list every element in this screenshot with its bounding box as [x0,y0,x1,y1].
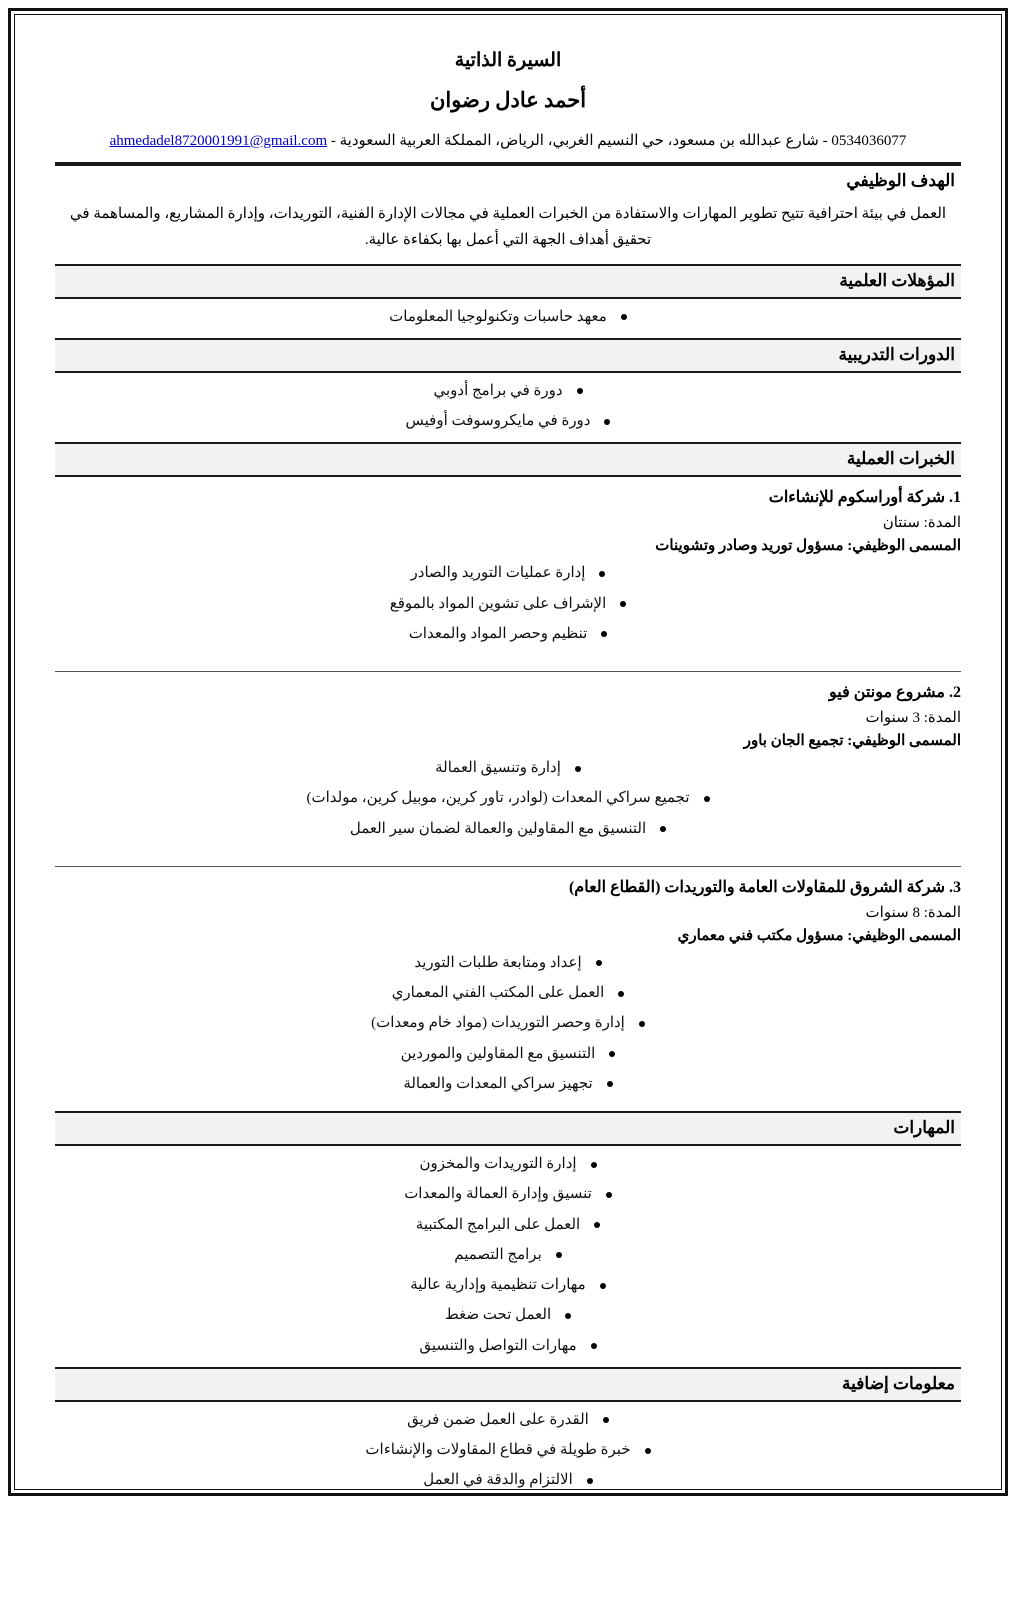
list-item [55,380,961,403]
list-item-label: تجميع سراكي المعدات (لوادر، تاور كرين، موبيل كرين، مولدات) [306,790,690,807]
bullet-icon [596,960,602,966]
list-item [55,952,961,975]
candidate-name: أحمد عادل رضوان [429,88,587,112]
page-title: السيرة الذاتية [454,50,562,71]
list-item-label: برامج التصميم [454,1246,542,1263]
job-duration: المدة: 3 سنوات [865,710,961,726]
list-item [55,1012,961,1035]
section-heading-experience: الخبرات العملية [55,442,961,477]
list-item-label: القدرة على العمل ضمن فريق [407,1411,589,1428]
bullet-icon [591,1343,597,1349]
list-item-label: دورة في برامج أدوبي [433,382,563,399]
list-item [55,1409,961,1432]
list-item-label: إدارة التوريدات والمخزون [419,1156,577,1172]
job-duration: المدة: 8 سنوات [865,904,961,921]
job-title: 3. شركة الشروق للمقاولات العامة والتوريدات (القطاع العام) [568,878,961,896]
list-item [55,623,961,646]
list-item [55,1469,961,1490]
experience-item-1 [55,487,961,661]
list-item [55,410,961,433]
job-tasks-list [55,757,961,841]
job-title: 2. مشروع مونتن فيو [829,684,961,701]
section-heading-courses: الدورات التدريبية [55,338,961,373]
job-role: المسمى الوظيفي: مسؤول مكتب فني معماري [677,927,961,944]
document-body [14,14,1002,1490]
bullet-icon [575,766,581,772]
bullet-icon [604,419,610,425]
list-item-label: مهارات تنظيمية وإدارية عالية [410,1277,586,1293]
bullet-icon [591,1162,597,1168]
list-item-label: العمل تحت ضغط [444,1307,552,1324]
list-item [55,787,961,810]
list-item-label: إعداد ومتابعة طلبات التوريد [414,954,582,971]
bullet-icon [577,388,583,394]
experience-item-3 [55,877,961,1111]
list-item-label: التنسيق مع المقاولين والعمالة لضمان سير العمل [349,820,647,837]
document-page [8,8,1008,1496]
list-item [55,1153,961,1176]
contact-phone: 0534036077 [831,133,907,149]
bullet-icon [599,571,605,577]
bullet-icon [587,1478,593,1484]
list-item-label: الإشراف على تشوين المواد بالموقع [389,595,607,612]
job-tasks-list [55,952,961,1096]
section-heading-additional: معلومات إضافية [55,1367,961,1402]
education-list [55,306,961,329]
list-item-label: خبرة طويلة في قطاع المقاولات والإنشاءات [365,1442,631,1458]
list-item-label: العمل على المكتب الفني المعماري [391,985,605,1001]
list-item [55,1183,961,1206]
divider [55,671,961,672]
list-item [55,1439,961,1462]
list-item [55,593,961,616]
list-item-label: تنسيق وإدارة العمالة والمعدات [404,1186,592,1203]
list-item [55,818,961,841]
list-item [55,1274,961,1297]
list-item [55,982,961,1005]
list-item [55,1244,961,1267]
contact-line [55,131,961,150]
section-heading-education: المؤهلات العلمية [55,264,961,299]
additional-list [55,1409,961,1490]
list-item [55,1073,961,1096]
bullet-icon [621,314,627,320]
list-item-label: معهد حاسبات وتكنولوجيا المعلومات [389,308,607,325]
bullet-icon [609,1051,615,1057]
list-item-label: التنسيق مع المقاولين والموردين [400,1045,596,1062]
section-heading-objective: الهدف الوظيفي [55,164,961,193]
objective-text: العمل في بيئة احترافية تتيح تطوير المهارات والاستفادة من الخبرات العملية في مجالات الإدارة الفنية، التوريدات، وإدارة المشاريع، والمساهمة في تحقيق أهداف الجهة التي أعمل بها بكفاءة عالية. [69,206,947,249]
bullet-icon [556,1252,562,1258]
contact-email-link[interactable]: ahmedadel8720001991@gmail.com [109,133,328,149]
bullet-icon [565,1313,571,1319]
courses-list [55,380,961,434]
job-tasks-list [55,562,961,646]
bullet-icon [704,796,710,802]
experience-item-2 [55,682,961,856]
job-duration: المدة: سنتان [882,515,961,532]
list-item [55,562,961,585]
list-item [55,1304,961,1327]
list-item-label: إدارة عمليات التوريد والصادر [410,565,586,582]
bullet-icon [660,826,666,832]
job-role: المسمى الوظيفي: تجميع الجان باور [743,733,961,749]
job-title: 1. شركة أوراسكوم للإنشاءات [768,489,961,507]
list-item-label: تنظيم وحصر المواد والمعدات [408,625,588,642]
list-item [55,1043,961,1066]
list-item-label: إدارة وحصر التوريدات (مواد خام ومعدات) [371,1015,625,1032]
bullet-icon [594,1222,600,1228]
job-role: المسمى الوظيفي: مسؤول توريد وصادر وتشوينات [655,538,961,555]
bullet-icon [618,991,624,997]
bullet-icon [606,1192,612,1198]
bullet-icon [639,1021,645,1027]
list-item-label: الالتزام والدقة في العمل [423,1472,573,1489]
bullet-icon [603,1417,609,1423]
list-item [55,757,961,780]
list-item-label: مهارات التواصل والتنسيق [419,1337,577,1354]
list-item [55,1214,961,1237]
list-item [55,306,961,329]
list-item-label: العمل على البرامج المكتبية [415,1216,581,1233]
divider [55,866,961,867]
bullet-icon [607,1081,613,1087]
contact-address: - شارع عبدالله بن مسعود، حي النسيم الغربي، الرياض، المملكة العربية السعودية - [327,133,832,149]
bullet-icon [600,1283,606,1289]
list-item-label: دورة في مايكروسوفت أوفيس [405,413,591,429]
bullet-icon [601,631,607,637]
list-item-label: إدارة وتنسيق العمالة [435,760,561,776]
list-item [55,1335,961,1358]
bullet-icon [620,601,626,607]
section-heading-skills: المهارات [55,1111,961,1146]
skills-list [55,1153,961,1358]
list-item-label: تجهيز سراكي المعدات والعمالة [403,1075,593,1092]
bullet-icon [645,1448,651,1454]
